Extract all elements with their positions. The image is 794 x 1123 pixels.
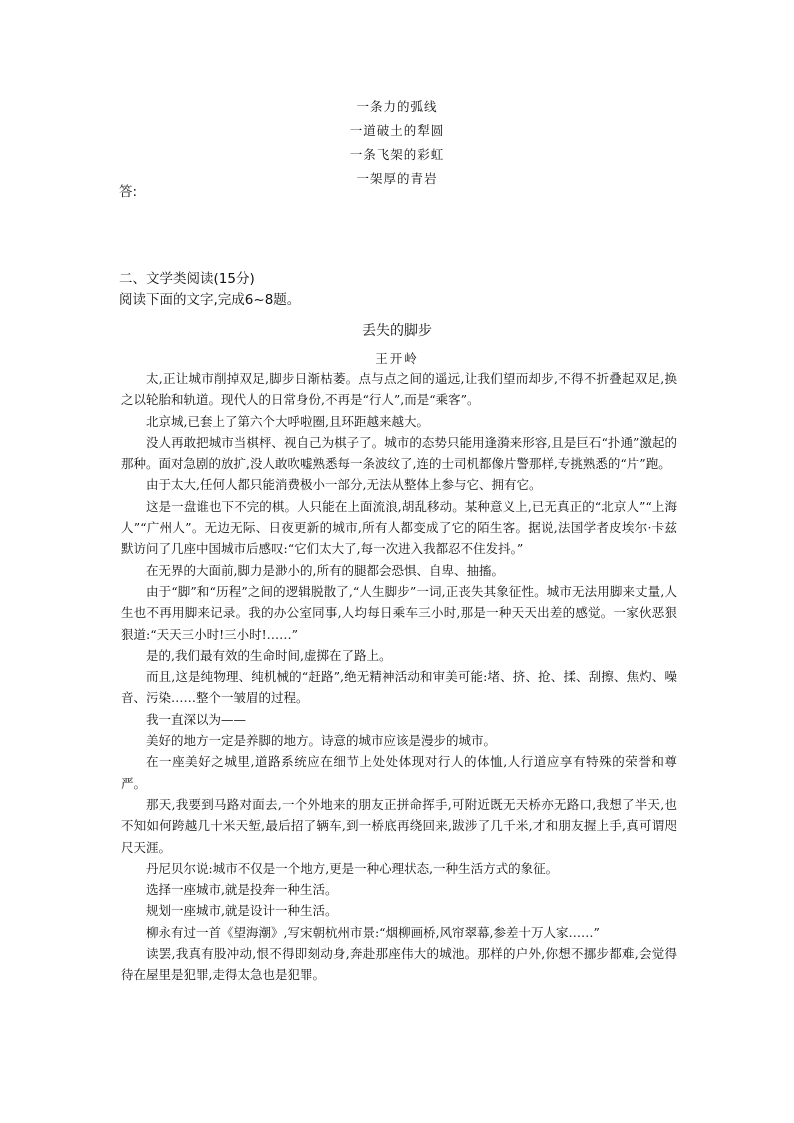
paragraph: 读罢,我真有股冲动,恨不得即刻动身,奔赴那座伟大的城池。那样的户外,你想不挪步都难,会觉得待在屋里是犯罪,走得太急也是犯罪。 [121,946,677,983]
paragraph: 柳永有过一首《望海潮》,写宋朝杭州市景:“烟柳画桥,风帘翠幕,参差十万人家……” [146,924,600,940]
paragraph: 在一座美好之城里,道路系统应在细节上处处体现对行人的体恤,人行道应享有特殊的荣誉和尊严。 [121,754,677,791]
paragraph: 是的,我们最有效的生命时间,虚掷在了路上。 [146,647,392,663]
section-heading: 二、文学类阅读(15分) [119,271,255,287]
paragraph: 那天,我要到马路对面去,一个外地来的朋友正拼命挥手,可附近既无天桥亦无路口,我想了半天,也不知如何跨越几十米天堑,最后招了辆车,到一桥底再绕回来,跋涉了几千米,才和朋友握上手,真可谓咫尺天涯。 [121,796,677,855]
paragraph: 我一直深以为—— [146,711,247,727]
paragraph: 由于“脚”和“历程”之间的逻辑脱散了,“人生脚步”一词,正丧失其象征性。城市无法用脚来丈量,人生也不再用脚来记录。我的办公室同事,人均每日乘车三小时,那是一种天天出差的感觉。一家伙恶狠狠道:“天天三小时!三小时!……” [121,583,677,642]
poem-line: 一条力的弧线 [356,99,438,114]
paragraph: 太,正让城市削掉双足,脚步日渐枯萎。点与点之间的遥远,让我们望而却步,不得不折叠起双足,换之以轮胎和轨道。现代人的日常身份,不再是“行人”,而是“乘客”。 [121,371,677,408]
poem-line: 一条飞架的彩虹 [349,147,445,162]
paragraph: 规划一座城市,就是设计一种生活。 [146,903,338,919]
paragraph: 由于太大,任何人都只能消费极小一部分,无法从整体上参与它、拥有它。 [146,477,542,493]
paragraph: 北京城,已套上了第六个大呼啦圈,且环距越来越大。 [146,413,429,429]
article-body [121,368,677,986]
poem-line: 一道破土的犁圆 [349,123,445,138]
paragraph: 选择一座城市,就是投奔一种生活。 [146,882,338,898]
paragraph: 在无界的大面前,脚力是渺小的,所有的腿都会恐惧、自卑、抽搐。 [146,562,504,578]
answer-label: 答: [119,184,138,200]
paragraph: 丹尼贝尔说:城市不仅是一个地方,更是一种心理状态,一种生活方式的象征。 [146,860,559,876]
paragraph: 这是一盘谁也下不完的棋。人只能在上面流浪,胡乱移动。某种意义上,已无真正的“北京人”“上海人”“广州人”。无边无际、日夜更新的城市,所有人都变成了它的陌生客。据说,法国学者皮埃尔·卡兹默访问了几座中国城市后感叹:“它们太大了,每一次进入我都忍不住发抖。” [121,498,677,557]
poem-block [0,95,794,191]
paragraph: 而且,这是纯物理、纯机械的“赶路”,绝无精神活动和审美可能:堵、挤、抢、揉、刮擦、焦灼、噪音、污染……整个一皱眉的过程。 [121,669,677,706]
paragraph: 没人再敢把城市当棋枰、视自己为棋子了。城市的态势只能用逢漪来形容,且是巨石“扑通”激起的那种。面对急剧的放扩,没人敢吹嘘熟悉每一条波纹了,连的士司机都像片警那样,专挑熟悉的“片”跑。 [121,434,677,472]
article-title: 丢失的脚步 [362,323,432,339]
paragraph: 美好的地方一定是养脚的地方。诗意的城市应该是漫步的城市。 [146,733,497,749]
poem-line: 一架厚的青岩 [356,171,438,186]
instruction-text: 阅读下面的文字,完成6~8题。 [119,292,301,308]
article-author: 王开岭 [375,351,419,366]
